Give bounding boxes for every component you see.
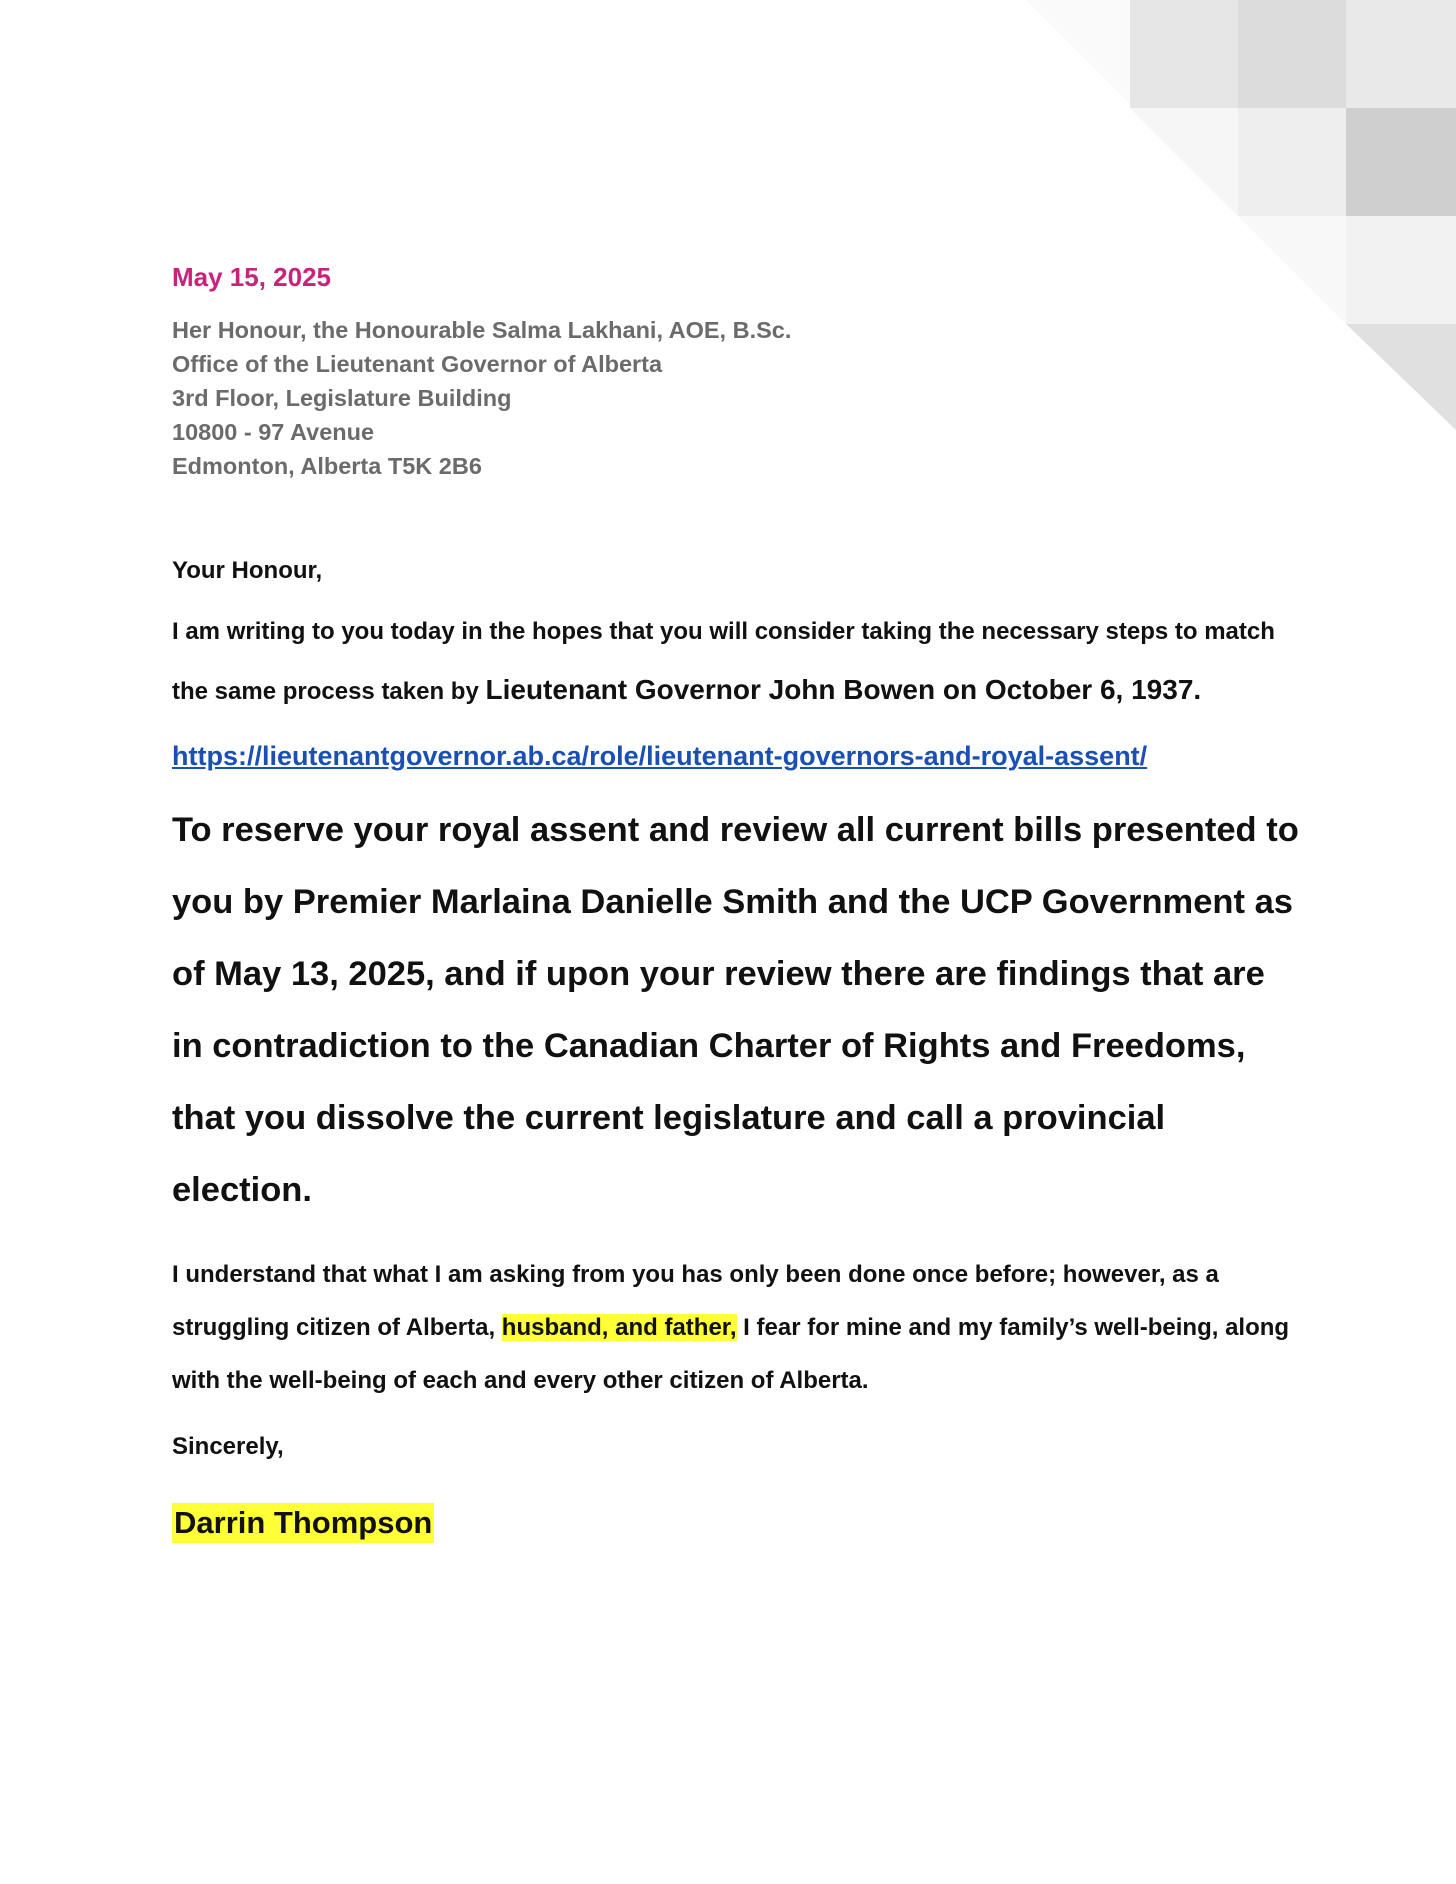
reference-link[interactable]: https://lieutenantgovernor.ab.ca/role/lieutenant-governors-and-royal-assent/: [172, 741, 1148, 771]
closing-text-before: I understand that what I am asking from you has only been done once before; however, as a struggling citizen of Alberta,: [172, 1261, 1219, 1341]
recipient-address: [172, 313, 1302, 483]
letter-body: [172, 262, 1302, 1543]
address-line: Office of the Lieutenant Governor of Alberta: [172, 351, 663, 377]
address-line: Her Honour, the Honourable Salma Lakhani, AOE, B.Sc.: [172, 317, 792, 343]
signature-name: Darrin Thompson: [172, 1503, 434, 1543]
address-line: 10800 - 97 Avenue: [172, 419, 375, 445]
letter-date: May 15, 2025: [172, 262, 332, 292]
closing-paragraph: [172, 1248, 1302, 1407]
intro-emphasis: Lieutenant Governor John Bowen on October 6, 1937.: [485, 674, 1202, 705]
intro-paragraph: [172, 603, 1302, 721]
salutation: Your Honour,: [172, 557, 323, 584]
highlighted-text: husband, and father,: [501, 1314, 737, 1341]
address-line: 3rd Floor, Legislature Building: [172, 385, 512, 411]
intro-text: I am writing to you today in the hopes that you will consider taking the necessary steps to match the same process taken by: [172, 618, 1275, 705]
request-paragraph: To reserve your royal assent and review all current bills presented to you by Premier Marlaina Danielle Smith and the UCP Government as of May 13, 2025, and if upon your review there are findings that are in contradiction to the Canadian Charter of Rights and Freedoms, that you dissolve the current legislature and call a provincial election.: [172, 811, 1299, 1209]
closing-text-after: I fear for mine and my family’s well-being, along with the well-being of each and every other citizen of Alberta.: [172, 1314, 1290, 1394]
signoff: Sincerely,: [172, 1433, 284, 1460]
address-line: Edmonton, Alberta T5K 2B6: [172, 453, 482, 479]
